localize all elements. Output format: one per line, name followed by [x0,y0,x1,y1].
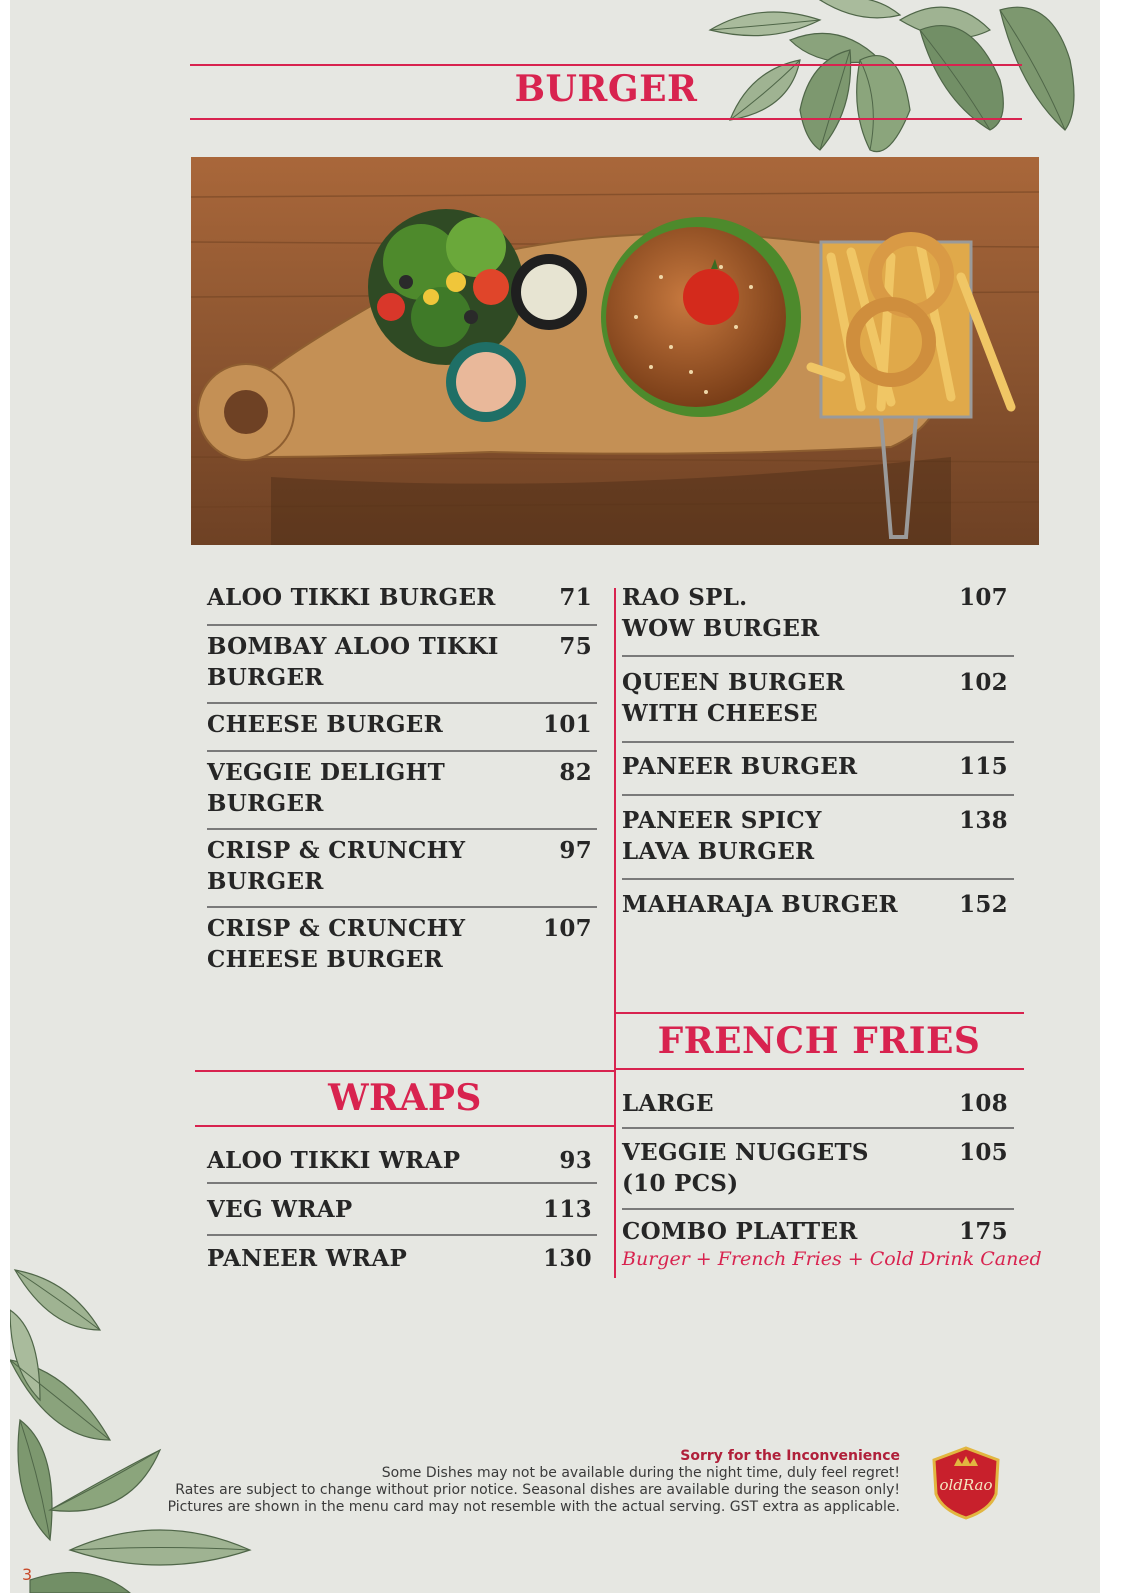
item-separator [207,624,597,626]
item-separator [207,1182,597,1184]
item-separator [207,828,597,830]
item-price: 102 [959,669,1008,696]
item-price: 97 [559,837,592,864]
item-name: VEG WRAP [207,1196,353,1223]
item-price: 108 [959,1090,1008,1117]
item-price: 101 [543,711,592,738]
burger-heading-top-rule [190,64,1022,66]
wraps-heading: WRAPS [328,1077,482,1119]
footer-line: Pictures are shown in the menu card may not resemble with the actual serving. GST extra as applicable. [167,1499,900,1515]
item-name: COMBO PLATTER [622,1218,858,1245]
burger-heading: BURGER [514,68,698,110]
item-separator [622,1127,1014,1129]
item-separator [207,702,597,704]
item-price: 175 [959,1218,1008,1245]
item-price: 130 [543,1245,592,1272]
item-name: BOMBAY ALOO TIKKI BURGER [207,633,499,691]
item-price: 107 [543,915,592,942]
fries-heading-top-rule [614,1012,1024,1014]
item-name: CRISP & CRUNCHY CHEESE BURGER [207,915,466,973]
combo-note: Burger + French Fries + Cold Drink Caned [622,1248,1042,1270]
fries-heading: FRENCH FRIES [657,1020,981,1062]
footer-line: Rates are subject to change without prior notice. Seasonal dishes are available during the season only! [175,1482,900,1498]
item-separator [622,878,1014,880]
item-name: QUEEN BURGER WITH CHEESE [622,669,845,727]
column-divider [614,588,616,1278]
item-separator [207,906,597,908]
item-name: LARGE [622,1090,714,1117]
item-price: 75 [559,633,592,660]
leaves-decoration-bottom [10,1250,270,1593]
wraps-heading-bottom-rule [195,1125,615,1127]
footer-line: Some Dishes may not be available during the night time, duly feel regret! [381,1465,900,1481]
item-price: 82 [559,759,592,786]
page-number: 3 [22,1565,33,1584]
item-name: ALOO TIKKI BURGER [207,584,496,611]
item-price: 71 [559,584,592,611]
item-price: 93 [559,1147,592,1174]
item-separator [622,794,1014,796]
item-price: 113 [543,1196,592,1223]
item-name: RAO SPL. WOW BURGER [622,584,820,642]
item-name: PANEER WRAP [207,1245,408,1272]
footer-sorry: Sorry for the Inconvenience [680,1448,900,1464]
svg-text:oldRao: oldRao [939,1476,993,1494]
item-separator [622,741,1014,743]
item-price: 105 [959,1139,1008,1166]
item-price: 115 [959,753,1008,780]
item-price: 107 [959,584,1008,611]
wraps-heading-top-rule [195,1070,615,1072]
item-separator [207,1234,597,1236]
menu-page [10,0,1100,1593]
item-separator [207,750,597,752]
item-name: CHEESE BURGER [207,711,444,738]
burger-photo [191,157,1039,545]
burger-heading-bottom-rule [190,118,1022,120]
item-name: VEGGIE DELIGHT BURGER [207,759,446,817]
item-separator [622,655,1014,657]
item-name: CRISP & CRUNCHY BURGER [207,837,466,895]
item-name: PANEER SPICY LAVA BURGER [622,807,822,865]
footer-disclaimer [168,1448,900,1516]
item-name: ALOO TIKKI WRAP [207,1147,461,1174]
item-name: PANEER BURGER [622,753,858,780]
fries-heading-bottom-rule [614,1068,1024,1070]
item-name: VEGGIE NUGGETS (10 PCS) [622,1139,869,1197]
oldrao-logo [930,1446,1002,1520]
item-price: 152 [959,891,1008,918]
item-name: MAHARAJA BURGER [622,891,898,918]
item-separator [622,1208,1014,1210]
item-price: 138 [959,807,1008,834]
